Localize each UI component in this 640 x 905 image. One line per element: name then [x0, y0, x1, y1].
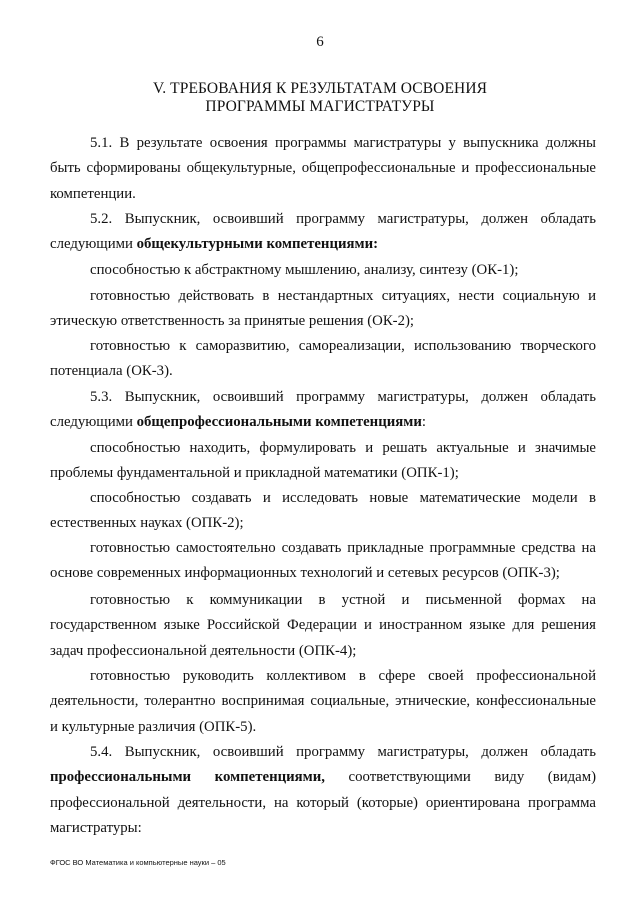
competency-opk-2: способностью создавать и исследовать новые математические модели в естественных науках (ОПК-2); — [50, 490, 596, 532]
section-heading-line-1: V. ТРЕБОВАНИЯ К РЕЗУЛЬТАТАМ ОСВОЕНИЯ — [152, 80, 488, 97]
paragraph-5-4-lead: 5.4. Выпускник, освоивший программу магистратуры, должен обладать — [90, 744, 596, 760]
paragraph-5-3-bold-term: общепрофессиональными компетенциями — [136, 414, 422, 431]
competency-opk-3: готовностью самостоятельно создавать прикладные программные средства на основе современных информационных технологий и сетевых ресурсов (ОПК-3); — [50, 540, 596, 582]
paragraph-5-4-bold-term: профессиональными компетенциями, — [50, 769, 325, 786]
paragraph-5-2-bold-term: общекультурными компетенциями: — [136, 236, 379, 253]
competency-ok-1: способностью к абстрактному мышлению, анализу, синтезу (ОК-1); — [90, 262, 519, 278]
section-heading-line-2: ПРОГРАММЫ МАГИСТРАТУРЫ — [205, 98, 435, 115]
paragraph-5-2 — [50, 207, 596, 258]
paragraph-5-3-tail: : — [421, 414, 426, 431]
competency-opk-5: готовностью руководить коллективом в сфере своей профессиональной деятельности, толерантно воспринимая социальные, этнические, конфессиональные и культурные различия (ОПК-5). — [50, 668, 596, 735]
paragraph-5-2-lead: 5.2. Выпускник, освоивший программу магистратуры, должен обладать следующими — [50, 211, 596, 253]
paragraph-5-1: 5.1. В результате освоения программы магистратуры у выпускника должны быть сформированы общекультурные, общепрофессиональные и профессиональные компетенции. — [50, 135, 596, 202]
paragraph-5-3-lead: 5.3. Выпускник, освоивший программу магистратуры, должен обладать следующими — [50, 389, 596, 431]
competency-opk-4: готовностью к коммуникации в устной и письменной формах на государственном языке Российской Федерации и иностранном языке для решения задач профессиональной деятельности (ОПК-4); — [50, 592, 596, 659]
competency-ok-3: готовностью к саморазвитию, самореализации, использованию творческого потенциала (ОК-3). — [50, 338, 596, 380]
competency-ok-2: готовностью действовать в нестандартных ситуациях, нести социальную и этическую ответственность за принятые решения (ОК-2); — [50, 288, 596, 330]
page-number: 6 — [316, 34, 324, 50]
paragraph-5-4-tail: соответствующими виду (видам) профессиональной деятельности, на который (которые) ориентирована программа магистратуры: — [50, 769, 596, 837]
competency-opk-1: способностью находить, формулировать и решать актуальные и значимые проблемы фундаментальной и прикладной математики (ОПК-1); — [50, 440, 596, 482]
footer-standard-label: ФГОС ВО Математика и компьютерные науки – 05 — [50, 858, 226, 867]
paragraph-5-3 — [50, 385, 596, 436]
paragraph-5-4 — [50, 740, 596, 842]
